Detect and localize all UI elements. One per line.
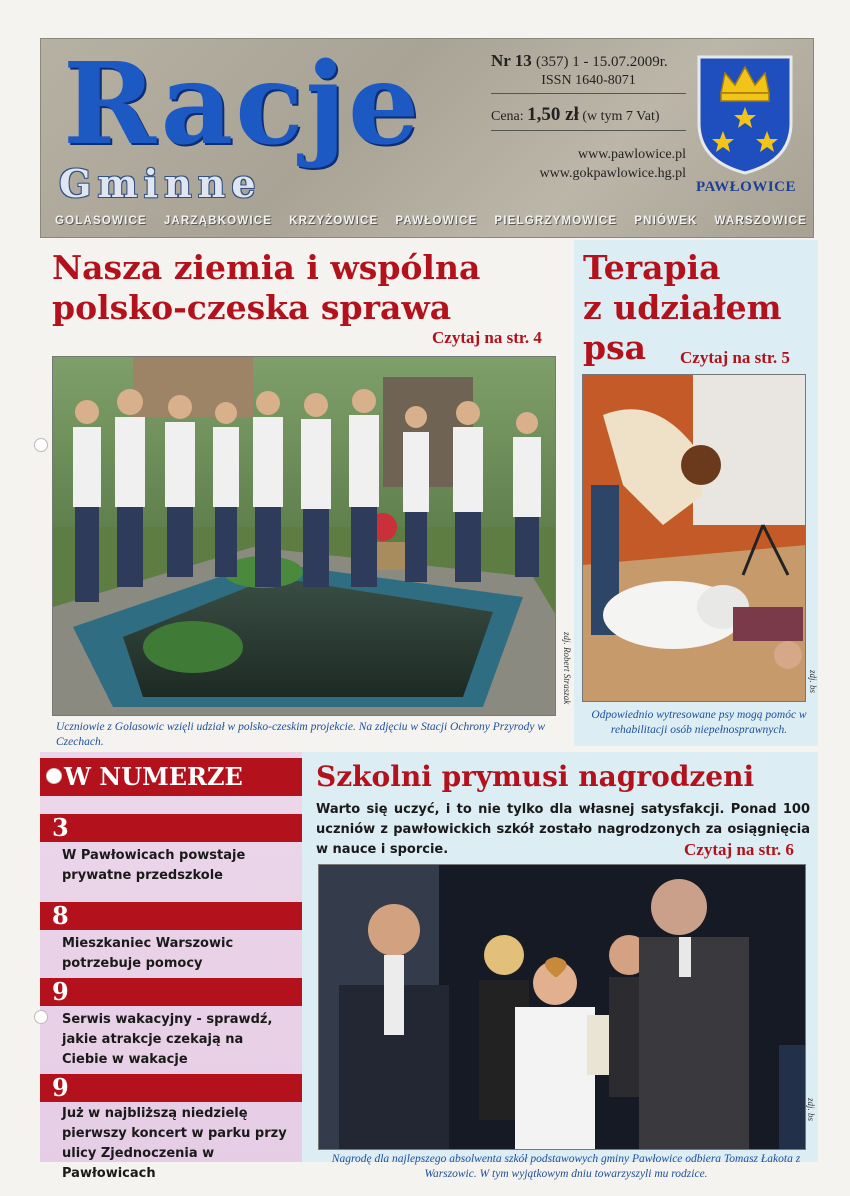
article3-headline[interactable]: Szkolni prymusi nagrodzeni [316,760,755,793]
masthead-title: Racje [63,39,422,170]
contents-page-number[interactable]: 3 [40,814,302,842]
issn: ISSN 1640-8071 [491,73,686,94]
article1-headline[interactable] [52,248,552,328]
punch-hole-icon [34,438,48,452]
article3-photo [318,864,806,1150]
headline-line: Nasza ziemia i wspólna [52,248,481,287]
headline-line: psa [583,328,647,367]
issue-info [491,51,686,183]
village-name: PNIÓWEK [634,215,698,227]
masthead [40,38,814,238]
masthead-subtitle: Gminne [59,161,262,206]
price-note: (w tym 7 Vat) [582,109,660,124]
issue-label: Nr [491,51,511,70]
article2-photo-credit: zdj. bs [808,670,818,694]
village-name: KRZYŻOWICE [289,215,379,227]
contents-title [40,758,302,796]
dog-therapy-photo [583,375,806,702]
article3-photo-credit: zdj. bs [806,1098,816,1122]
contents-item[interactable]: Już w najbliższą niedzielę pierwszy koncert w parku przy ulicy Zjednoczenia w Pawłowicach [62,1106,287,1181]
price-value: 1,50 zł [527,104,579,125]
contents-item[interactable]: Mieszkaniec Warszowic potrzebuje pomocy [62,936,234,971]
contents-item[interactable]: Serwis wakacyjny - sprawdź, jakie atrakcje czekają na Ciebie w wakacje [62,1012,273,1067]
headline-line: Terapia [583,248,721,287]
issue-number-line [491,51,686,71]
coat-town-name: PAWŁOWICE [695,179,797,195]
contents-title-text: W NUMERZE [64,762,243,791]
web-link-1[interactable]: www.pawlowice.pl [578,147,686,162]
punch-hole-icon [34,1010,48,1024]
article1-photo [52,356,556,716]
village-name: GOLASOWICE [55,215,147,227]
article3-read-more[interactable]: Czytaj na str. 6 [684,840,794,859]
village-name: PAWŁOWICE [395,215,478,227]
punch-hole-icon [46,768,62,784]
article2-photo [582,374,806,702]
issue-date: (357) 1 - 15.07.2009r. [536,54,668,70]
article2-read-more[interactable]: Czytaj na str. 5 [680,348,790,367]
villages-bar [41,215,815,227]
headline-line: polsko-czeska sprawa [52,288,452,327]
price-label: Cena: [491,109,524,124]
article1-photo-credit: zdj. Robert Straszak [562,632,572,705]
issue-number: 13 [514,51,532,70]
contents-item[interactable]: W Pawłowicach powstaje prywatne przedszkole [62,848,246,883]
village-name: PIELGRZYMOWICE [494,215,618,227]
article2-caption: Odpowiednio wytresowane psy mogą pomóc w rehabilitacji osób niepełnosprawnych. [591,709,807,736]
article3-caption: Nagrodę dla najlepszego absolwenta szkół podstawowych gminy Pawłowice odbiera Tomasz Łakota z Warszowic. W tym wyjątkowym dniu towarzyszyli mu rodzice. [331,1153,801,1180]
article1-caption: Uczniowie z Golasowic wzięli udział w polsko-czeskim projekcie. Na zdjęciu w Stacji Ochrony Przyrody w Czechach. [56,721,546,748]
headline-line: z udziałem [583,288,782,327]
village-name: JARZĄBKOWICE [163,215,273,227]
contents-page-number[interactable]: 8 [40,902,302,930]
award-ceremony-photo [319,865,806,1150]
coat-of-arms-icon [695,53,795,175]
contents-page-number[interactable]: 9 [40,978,302,1006]
article3-lead: Warto się uczyć, i to nie tylko dla własnej satysfakcji. Ponad 100 uczniów z pawłowickich szkół zostało nagrodzonych za osiągnięcia w nauce i sporcie. [316,802,810,857]
village-name: WARSZOWICE [714,215,807,227]
article1-read-more[interactable]: Czytaj na str. 4 [432,328,542,347]
price-line [491,104,686,131]
web-link-2[interactable]: www.gokpawlowice.hg.pl [539,166,686,181]
contents-page-number[interactable]: 9 [40,1074,302,1102]
pond-students-photo [53,357,556,716]
web-links [491,145,686,183]
